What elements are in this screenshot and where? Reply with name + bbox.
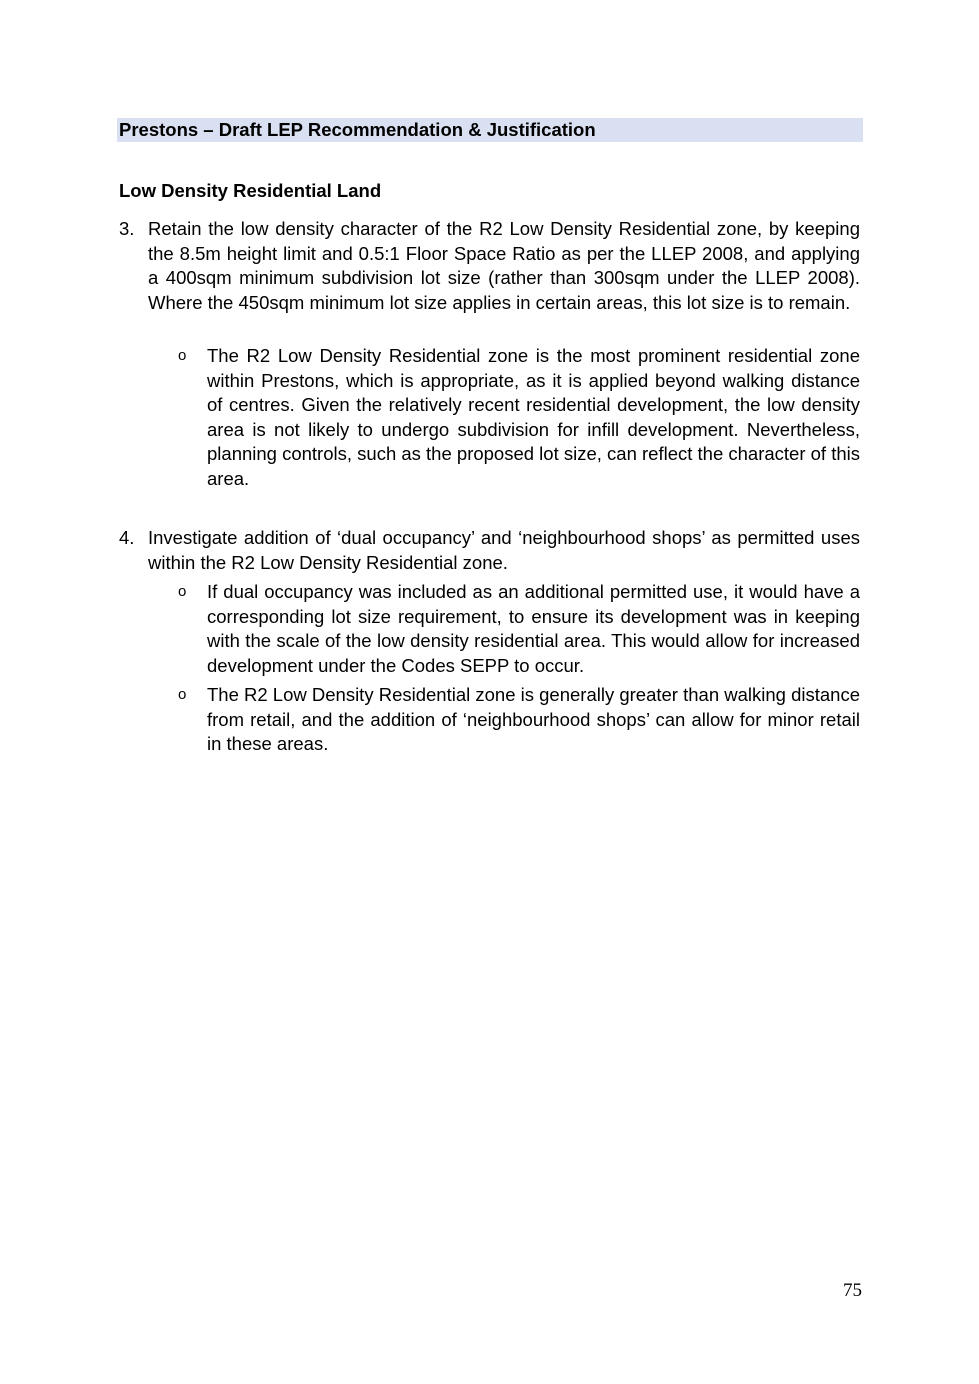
- section-heading: Prestons – Draft LEP Recommendation & Justification: [117, 118, 863, 142]
- bullet-marker: o: [178, 583, 187, 600]
- bullet-text: If dual occupancy was included as an additional permitted use, it would have a corresponding lot size requirement, to ensure its development was in keeping with the scale of the low density residential area. This would allow for increased development under the Codes SEPP to occur.: [207, 581, 860, 676]
- list-item-3: [119, 217, 860, 315]
- page-number: 75: [843, 1280, 862, 1301]
- bullet-item: [178, 683, 860, 757]
- bullet-text: The R2 Low Density Residential zone is generally greater than walking distance from retail, and the addition of ‘neighbourhood shops’ can allow for minor retail in these areas.: [207, 684, 860, 755]
- list-item-text: Retain the low density character of the R2 Low Density Residential zone, by keeping the 8.5m height limit and 0.5:1 Floor Space Ratio as per the LLEP 2008, and applying a 400sqm minimum subdivision lot size (rather than 300sqm under the LLEP 2008). Where the 450sqm minimum lot size applies in certain areas, this lot size is to remain.: [148, 218, 860, 313]
- bullet-marker: o: [178, 686, 187, 703]
- list-item-4: [119, 526, 860, 575]
- bullet-item: [178, 344, 860, 492]
- bullet-marker: o: [178, 347, 187, 364]
- sub-heading: Low Density Residential Land: [119, 180, 382, 201]
- bullet-item: [178, 580, 860, 678]
- list-item-text: Investigate addition of ‘dual occupancy’ and ‘neighbourhood shops’ as permitted uses within the R2 Low Density Residential zone.: [148, 527, 860, 573]
- list-item-number: 3.: [119, 218, 135, 239]
- list-item-number: 4.: [119, 527, 135, 548]
- bullet-text: The R2 Low Density Residential zone is the most prominent residential zone within Prestons, which is appropriate, as it is applied beyond walking distance of centres. Given the relatively recent residential development, the low density area is not likely to undergo subdivision for infill development. Nevertheless, planning controls, such as the proposed lot size, can reflect the character of this area.: [207, 345, 861, 489]
